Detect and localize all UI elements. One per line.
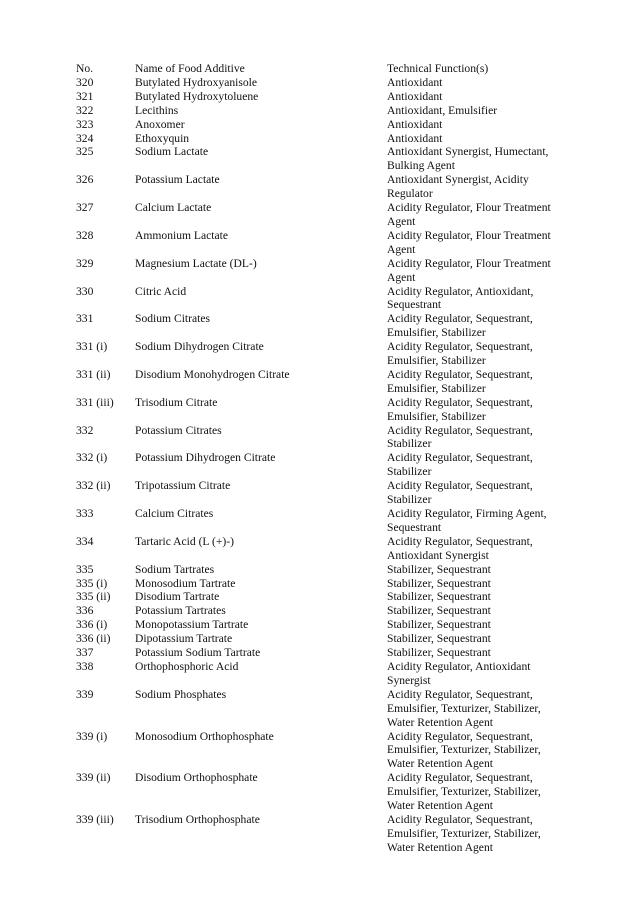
technical-function-line: Stabilizer <box>387 493 432 507</box>
table-row <box>76 660 576 688</box>
table-row <box>76 340 576 368</box>
additive-number: 334 <box>76 534 94 548</box>
additive-number: 337 <box>76 646 94 660</box>
technical-function <box>387 451 576 479</box>
technical-function-line: Stabilizer, Sequestrant <box>387 618 491 632</box>
technical-function <box>387 660 576 688</box>
additive-name: Tripotassium Citrate <box>135 479 231 493</box>
technical-function-line: Antioxidant <box>387 75 443 89</box>
technical-function <box>387 424 576 452</box>
additive-number: 323 <box>76 117 94 131</box>
technical-function-line: Regulator <box>387 187 433 201</box>
additive-number: 331 (i) <box>76 340 108 354</box>
table-row <box>76 604 576 618</box>
technical-function-line: Acidity Regulator, Flour Treatment <box>387 228 551 242</box>
technical-function-line: Agent <box>387 242 416 256</box>
additive-number: 335 <box>76 562 94 576</box>
technical-function-line: Acidity Regulator, Sequestrant, <box>387 534 533 548</box>
additive-name: Ethoxyquin <box>135 131 190 145</box>
technical-function-line: Antioxidant <box>387 117 443 131</box>
header-no: No. <box>76 62 94 75</box>
additive-name: Calcium Lactate <box>135 201 212 215</box>
additive-number: 331 (iii) <box>76 395 114 409</box>
table-row <box>76 424 576 452</box>
additive-name: Disodium Tartrate <box>135 590 220 604</box>
technical-function-line: Stabilizer, Sequestrant <box>387 562 491 576</box>
table-row <box>76 535 576 563</box>
additive-number: 333 <box>76 507 94 520</box>
header-function: Technical Function(s) <box>387 62 489 75</box>
additive-name: Trisodium Orthophosphate <box>135 812 260 826</box>
table-row <box>76 368 576 396</box>
technical-function <box>387 76 576 90</box>
technical-function <box>387 173 576 201</box>
technical-function <box>387 257 576 285</box>
technical-function-line: Antioxidant, Emulsifier <box>387 103 498 117</box>
technical-function-line: Water Retention Agent <box>387 715 493 729</box>
technical-function-line: Sequestrant <box>387 298 442 312</box>
technical-function-line: Stabilizer <box>387 437 432 451</box>
technical-function-line: Emulsifier, Stabilizer <box>387 409 486 423</box>
additive-name: Ammonium Lactate <box>135 228 229 242</box>
technical-function-line: Emulsifier, Stabilizer <box>387 354 486 368</box>
technical-function-line: Antioxidant Synergist <box>387 548 489 562</box>
additive-name: Monosodium Tartrate <box>135 576 236 590</box>
table-row <box>76 76 576 90</box>
additive-number: 325 <box>76 145 94 159</box>
table-row <box>76 646 576 660</box>
technical-function-line: Acidity Regulator, Sequestrant, <box>387 340 533 354</box>
technical-function <box>387 590 576 604</box>
technical-function <box>387 604 576 618</box>
technical-function-line: Emulsifier, Texturizer, Stabilizer, <box>387 826 541 840</box>
additive-name: Calcium Citrates <box>135 507 214 520</box>
table-row <box>76 507 576 535</box>
technical-function-line: Acidity Regulator, Sequestrant, <box>387 812 533 826</box>
additive-name: Potassium Lactate <box>135 173 220 187</box>
table-row <box>76 145 576 173</box>
technical-function-line: Emulsifier, Texturizer, Stabilizer, <box>387 743 541 757</box>
table-row <box>76 563 576 577</box>
technical-function <box>387 285 576 313</box>
technical-function-line: Stabilizer, Sequestrant <box>387 576 491 590</box>
technical-function-line: Stabilizer, Sequestrant <box>387 646 491 660</box>
additive-number: 339 <box>76 687 94 701</box>
technical-function-line: Acidity Regulator, Antioxidant, <box>387 284 534 298</box>
table-row <box>76 312 576 340</box>
technical-function <box>387 145 576 173</box>
additive-number: 328 <box>76 228 94 242</box>
technical-function-line: Acidity Regulator, Sequestrant, <box>387 687 533 701</box>
technical-function <box>387 90 576 104</box>
technical-function <box>387 507 576 535</box>
table-row <box>76 451 576 479</box>
technical-function <box>387 813 576 855</box>
additive-name: Magnesium Lactate (DL-) <box>135 256 257 270</box>
technical-function <box>387 577 576 591</box>
additive-number: 339 (i) <box>76 729 108 743</box>
technical-function-line: Stabilizer <box>387 465 432 479</box>
technical-function <box>387 535 576 563</box>
table-row <box>76 173 576 201</box>
technical-function <box>387 771 576 813</box>
additive-name: Potassium Sodium Tartrate <box>135 646 261 660</box>
technical-function-line: Bulking Agent <box>387 159 455 173</box>
technical-function-line: Emulsifier, Stabilizer <box>387 381 486 395</box>
technical-function-line: Acidity Regulator, Antioxidant <box>387 659 531 673</box>
technical-function <box>387 730 576 772</box>
technical-function-line: Antioxidant Synergist, Humectant, <box>387 145 549 159</box>
technical-function-line: Acidity Regulator, Sequestrant, <box>387 312 533 326</box>
technical-function-line: Stabilizer, Sequestrant <box>387 632 491 646</box>
technical-function <box>387 340 576 368</box>
technical-function <box>387 368 576 396</box>
additive-name: Tartaric Acid (L (+)-) <box>135 534 234 548</box>
table-header-row <box>76 62 576 76</box>
technical-function <box>387 396 576 424</box>
additive-number: 322 <box>76 103 94 117</box>
additive-number: 331 <box>76 312 94 326</box>
technical-function-line: Water Retention Agent <box>387 840 493 854</box>
technical-function-line: Acidity Regulator, Sequestrant, <box>387 423 533 437</box>
additive-number: 321 <box>76 89 94 103</box>
additive-number: 338 <box>76 659 94 673</box>
table-row <box>76 730 576 772</box>
technical-function <box>387 118 576 132</box>
additive-name: Anoxomer <box>135 117 185 131</box>
table-row <box>76 396 576 424</box>
additive-name: Disodium Monohydrogen Citrate <box>135 367 290 381</box>
additive-number: 332 (ii) <box>76 479 111 493</box>
technical-function-line: Synergist <box>387 673 431 687</box>
technical-function-line: Antioxidant <box>387 131 443 145</box>
technical-function-line: Acidity Regulator, Flour Treatment <box>387 256 551 270</box>
additive-number: 339 (iii) <box>76 812 114 826</box>
additive-name: Dipotassium Tartrate <box>135 632 233 646</box>
additive-number: 336 (ii) <box>76 632 111 646</box>
additive-number: 327 <box>76 201 94 215</box>
additive-name: Sodium Tartrates <box>135 562 215 576</box>
technical-function-line: Water Retention Agent <box>387 757 493 771</box>
technical-function-line: Emulsifier, Stabilizer <box>387 326 486 340</box>
technical-function-line: Emulsifier, Texturizer, Stabilizer, <box>387 701 541 715</box>
additive-name: Potassium Citrates <box>135 423 222 437</box>
table-row <box>76 257 576 285</box>
technical-function-line: Acidity Regulator, Sequestrant, <box>387 367 533 381</box>
additive-number: 339 (ii) <box>76 771 111 785</box>
technical-function-line: Acidity Regulator, Sequestrant, <box>387 771 533 785</box>
technical-function-line: Water Retention Agent <box>387 799 493 813</box>
technical-function <box>387 104 576 118</box>
technical-function-line: Antioxidant Synergist, Acidity <box>387 173 529 187</box>
additive-number: 335 (i) <box>76 576 108 590</box>
additive-name: Trisodium Citrate <box>135 395 218 409</box>
technical-function <box>387 229 576 257</box>
technical-function-line: Agent <box>387 214 416 228</box>
technical-function-line: Acidity Regulator, Sequestrant, <box>387 729 533 743</box>
technical-function <box>387 646 576 660</box>
additive-name: Butylated Hydroxytoluene <box>135 89 259 103</box>
additive-number: 332 <box>76 423 94 437</box>
technical-function-line: Acidity Regulator, Sequestrant, <box>387 451 533 465</box>
food-additives-table <box>76 62 576 855</box>
technical-function <box>387 563 576 577</box>
additive-number: 332 (i) <box>76 451 108 465</box>
header-name: Name of Food Additive <box>135 62 245 75</box>
table-row <box>76 688 576 730</box>
additive-name: Disodium Orthophosphate <box>135 771 258 785</box>
technical-function-line: Acidity Regulator, Flour Treatment <box>387 201 551 215</box>
table-row <box>76 132 576 146</box>
table-row <box>76 90 576 104</box>
additive-name: Monopotassium Tartrate <box>135 618 249 632</box>
table-row <box>76 771 576 813</box>
technical-function <box>387 479 576 507</box>
technical-function-line: Acidity Regulator, Firming Agent, <box>387 507 547 520</box>
table-body <box>76 76 576 855</box>
technical-function-line: Emulsifier, Texturizer, Stabilizer, <box>387 785 541 799</box>
technical-function <box>387 201 576 229</box>
technical-function <box>387 312 576 340</box>
additive-number: 320 <box>76 75 94 89</box>
additive-name: Sodium Dihydrogen Citrate <box>135 340 264 354</box>
additive-number: 324 <box>76 131 94 145</box>
additive-name: Butylated Hydroxyanisole <box>135 75 258 89</box>
additive-name: Monosodium Orthophosphate <box>135 729 274 743</box>
additive-name: Sodium Citrates <box>135 312 211 326</box>
technical-function-line: Stabilizer, Sequestrant <box>387 604 491 618</box>
technical-function <box>387 688 576 730</box>
table-row <box>76 618 576 632</box>
technical-function <box>387 632 576 646</box>
technical-function-line: Acidity Regulator, Sequestrant, <box>387 479 533 493</box>
technical-function-line: Stabilizer, Sequestrant <box>387 590 491 604</box>
additive-name: Orthophosphoric Acid <box>135 659 239 673</box>
additive-name: Sodium Lactate <box>135 145 209 159</box>
additive-name: Citric Acid <box>135 284 187 298</box>
technical-function-line: Sequestrant <box>387 520 442 534</box>
additive-number: 326 <box>76 173 94 187</box>
table-row <box>76 632 576 646</box>
additive-number: 329 <box>76 256 94 270</box>
table-row <box>76 590 576 604</box>
technical-function-line: Antioxidant <box>387 89 443 103</box>
additive-name: Potassium Dihydrogen Citrate <box>135 451 276 465</box>
table-row <box>76 285 576 313</box>
technical-function-line: Agent <box>387 270 416 284</box>
table-row <box>76 479 576 507</box>
additive-number: 336 <box>76 604 94 618</box>
table-row <box>76 813 576 855</box>
additive-number: 331 (ii) <box>76 367 111 381</box>
technical-function <box>387 132 576 146</box>
additive-number: 330 <box>76 284 94 298</box>
additive-name: Sodium Phosphates <box>135 687 227 701</box>
table-row <box>76 104 576 118</box>
table-row <box>76 229 576 257</box>
additive-name: Potassium Tartrates <box>135 604 226 618</box>
additive-name: Lecithins <box>135 103 179 117</box>
technical-function <box>387 618 576 632</box>
technical-function-line: Acidity Regulator, Sequestrant, <box>387 395 533 409</box>
additive-number: 336 (i) <box>76 618 108 632</box>
table-row <box>76 201 576 229</box>
table-row <box>76 577 576 591</box>
additive-number: 335 (ii) <box>76 590 111 604</box>
table-row <box>76 118 576 132</box>
